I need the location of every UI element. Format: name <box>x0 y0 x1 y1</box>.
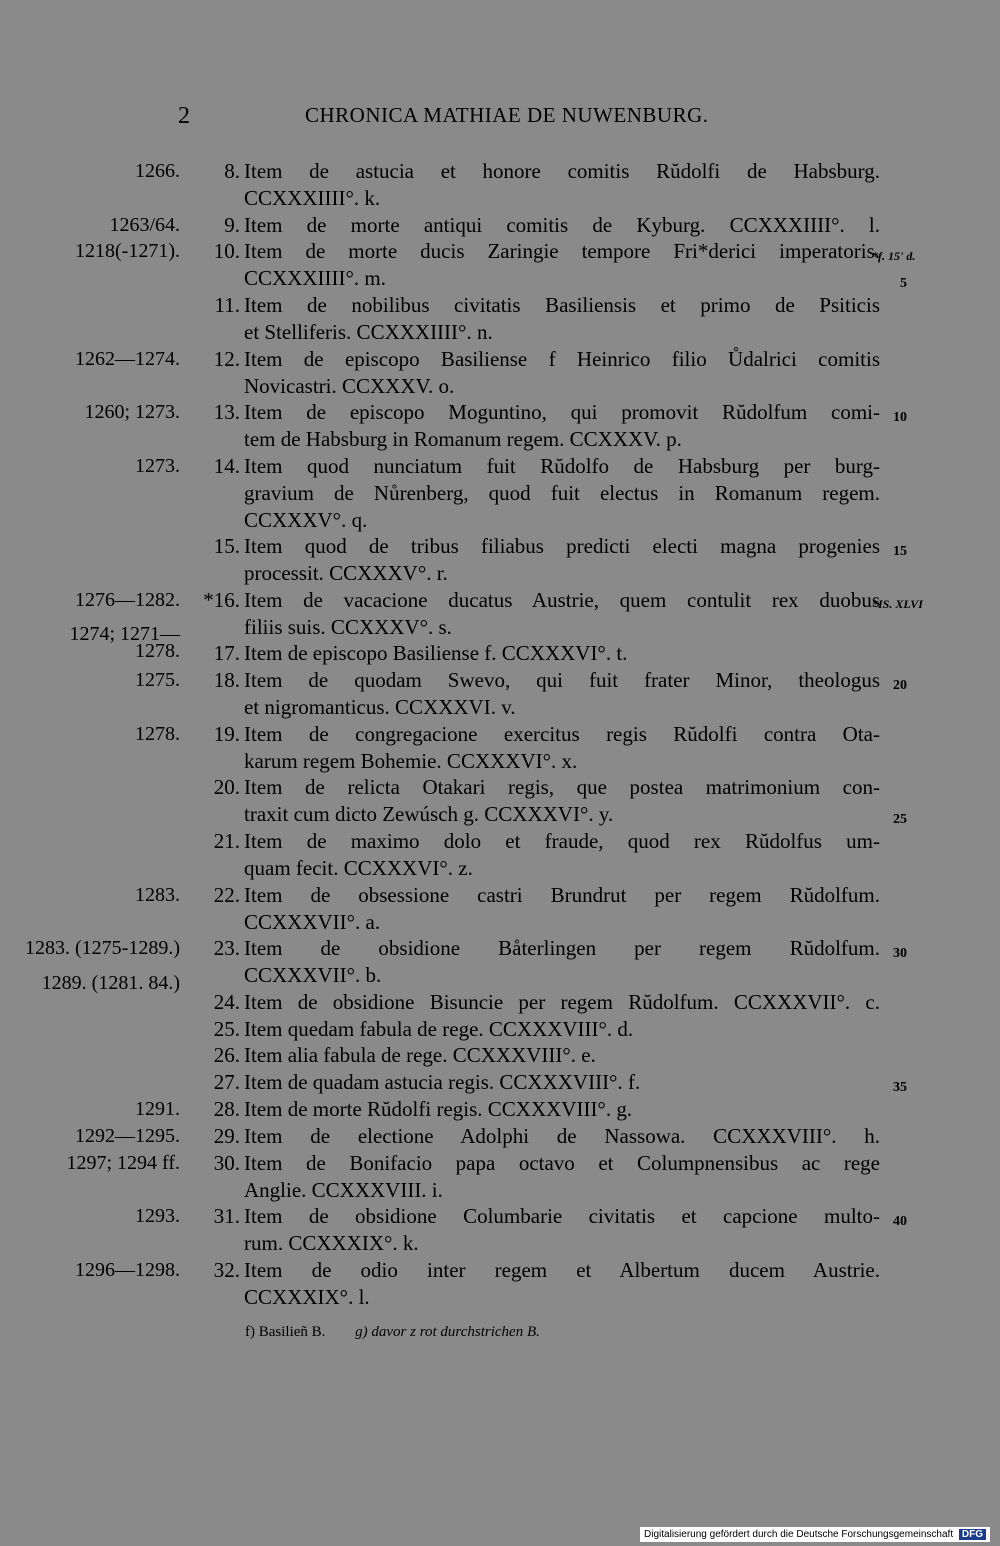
entry-line: Item de nobilibus civitatis Basiliensis et primo de Psiticis <box>244 293 880 317</box>
entry-line: Item de obsessione castri Brundrut per regem Rŭdolfum. <box>244 882 880 907</box>
entry-number: 15. <box>213 534 240 559</box>
entry-line: traxit cum dicto Zewúsch g. CCXXXVI°. y. <box>244 802 614 827</box>
entry-number: 27. <box>213 1070 240 1095</box>
entry-number: 14. <box>213 453 240 478</box>
entry-text <box>244 1203 880 1257</box>
entry-line: Item de episcopo Basiliense f Heinrico filio Ůdalrici comitis <box>244 346 880 371</box>
running-title: CHRONICA MATHIAE DE NUWENBURG. <box>305 103 709 127</box>
entry-line: Item de quadam astucia regis. CCXXXVIII°. f. <box>244 1070 641 1095</box>
entry-date: 1266. <box>135 160 180 182</box>
entry-number: 28. <box>213 1097 240 1121</box>
entry-number: 18. <box>213 668 240 693</box>
entry-number: 21. <box>213 829 240 853</box>
entry-date: 1263/64. <box>109 213 180 236</box>
entry-line: CCXXXIX°. l. <box>244 1284 370 1309</box>
entry-line: rum. CCXXXIX°. k. <box>244 1231 419 1256</box>
entry-line: CCXXXVII°. b. <box>244 963 382 988</box>
entry-line: Item de vacacione ducatus Austrie, quem contulit rex duobus <box>244 587 880 612</box>
entry-date: 1291. <box>135 1098 180 1120</box>
margin-note: *IS. XLVI <box>872 597 923 611</box>
entry-line: filiis suis. CCXXXV°. s. <box>244 614 452 639</box>
entry-line: et nigromanticus. CCXXXVI. v. <box>244 695 516 720</box>
entry-line: quam fecit. CCXXXVI°. z. <box>244 856 473 880</box>
entry-text <box>244 1016 880 1043</box>
entry-line: Item de astucia et honore comitis Rŭdolfi de Habsburg. <box>244 159 880 183</box>
entry-text <box>244 640 880 667</box>
entry-text <box>244 828 880 882</box>
dfg-logo-icon: DFG <box>959 1529 986 1540</box>
entry-date: 1293. <box>135 1205 180 1228</box>
entry-date: 1283. (1275-1289.) <box>25 937 180 960</box>
entry-line: Item de obsidione Bisuncie per regem Rŭdolfum. CCXXXVII°. c. <box>244 989 880 1014</box>
entry-line: Item de episcopo Moguntino, qui promovit Rŭdolfum comi- <box>244 400 880 425</box>
entry-text <box>244 292 880 346</box>
entry-line: gravium de Nůrenberg, quod fuit electus in Romanum regem. <box>244 480 880 505</box>
entry-line: processit. CCXXXV°. r. <box>244 561 448 586</box>
entry-number: *16. <box>203 587 240 612</box>
line-number: 5 <box>900 276 907 291</box>
entry-line: Item de odio inter regem et Albertum ducem Austrie. <box>244 1257 880 1282</box>
entry-number: 13. <box>213 400 240 425</box>
entry-number: 26. <box>213 1043 240 1068</box>
entry-line: karum regem Bohemie. CCXXXVI°. x. <box>244 748 578 773</box>
entry-line: CCXXXIIII°. k. <box>244 186 381 210</box>
entry-line: Novicastri. CCXXXV. o. <box>244 373 455 398</box>
entry-date: 1292—1295. <box>75 1124 180 1147</box>
entry-text <box>244 346 880 400</box>
entry-line: Item de Bonifacio papa octavo et Columpnensibus ac rege <box>244 1150 880 1175</box>
entry-line: Item de episcopo Basiliense f. CCXXXVI°. t. <box>244 641 628 666</box>
entry-line: Item alia fabula de rege. CCXXXVIII°. e. <box>244 1043 596 1068</box>
entry-text <box>244 989 880 1016</box>
entry-line: Item de relicta Otakari regis, que postea matrimonium con- <box>244 775 880 800</box>
entry-text <box>244 453 880 534</box>
entry-date: 1283. <box>135 883 180 906</box>
entry-date: 1289. (1281. 84.) <box>41 971 180 994</box>
footnotes <box>245 1324 566 1341</box>
entry-line: Item de morte antiqui comitis de Kyburg. CCXXXIIII°. l. <box>244 212 880 237</box>
entry-number: 29. <box>213 1123 240 1148</box>
entry-line: Item de obsidione Båterlingen per regem Rŭdolfum. <box>244 936 880 961</box>
entry-date: 1296—1298. <box>75 1258 180 1281</box>
footnote: f) Basilieñ B. <box>245 1324 326 1340</box>
entry-text <box>244 721 880 775</box>
entry-line: CCXXXV°. q. <box>244 507 368 532</box>
entry-line: Item de obsidione Columbarie civitatis et capcione multo- <box>244 1204 880 1229</box>
entry-number: 10. <box>213 239 240 264</box>
entry-text <box>244 1042 880 1069</box>
entry-line: Item quedam fabula de rege. CCXXXVIII°. d. <box>244 1016 634 1041</box>
entry-number: 8. <box>224 159 240 183</box>
entry-line: Item de electione Adolphi de Nassowa. CCXXXVIII°. h. <box>244 1123 880 1148</box>
line-number: 15 <box>893 544 907 559</box>
entry-text <box>244 399 880 453</box>
entry-text <box>244 212 880 239</box>
entry-text <box>244 1257 880 1311</box>
entry-number: 11. <box>214 293 240 317</box>
entry-line: Item quod de tribus filiabus predicti electi magna progenies <box>244 534 880 559</box>
footnote: g) davor z rot durchstrichen B. <box>355 1324 540 1340</box>
entry-number: 31. <box>213 1204 240 1229</box>
entry-line: tem de Habsburg in Romanum regem. CCXXXV. p. <box>244 427 682 452</box>
entry-text <box>244 1123 880 1150</box>
line-number: 30 <box>893 946 907 961</box>
entry-date: 1260; 1273. <box>84 401 180 424</box>
entry-date: 1278. <box>135 722 180 745</box>
entry-text <box>244 935 880 989</box>
line-number: 20 <box>893 678 907 693</box>
margin-note: *f. 15' d. <box>872 249 916 263</box>
entry-number: 30. <box>213 1150 240 1175</box>
page-number: 2 <box>178 103 190 129</box>
entry-number: 23. <box>213 936 240 961</box>
line-number: 25 <box>893 812 907 827</box>
entry-number: 20. <box>213 775 240 800</box>
entry-date: 1297; 1294 ff. <box>66 1151 180 1174</box>
entry-date: 1273. <box>135 454 180 477</box>
entry-text <box>244 1096 880 1123</box>
entry-line: Item de morte Rŭdolfi regis. CCXXXVIII°. g. <box>244 1097 633 1121</box>
entry-number: 25. <box>213 1016 240 1041</box>
entry-text <box>244 882 880 936</box>
entry-line: et Stelliferis. CCXXXIIII°. n. <box>244 320 493 344</box>
entry-text <box>244 533 880 587</box>
line-number: 10 <box>893 410 907 425</box>
entry-text <box>244 774 880 828</box>
entry-text <box>244 1150 880 1204</box>
entry-number: 22. <box>213 882 240 907</box>
line-number: 35 <box>893 1080 907 1095</box>
entry-line: Item de maximo dolo et fraude, quod rex Rŭdolfus um- <box>244 829 880 853</box>
entry-text <box>244 667 880 721</box>
entry-date: 1262—1274. <box>75 347 180 370</box>
entry-number: 9. <box>224 212 240 237</box>
entry-line: CCXXXIIII°. m. <box>244 266 386 291</box>
entry-number: 17. <box>213 641 240 666</box>
entry-line: Item de quodam Swevo, qui fuit frater Minor, theologus <box>244 668 880 693</box>
entry-line: Item de congregacione exercitus regis Rŭdolfi contra Ota- <box>244 721 880 746</box>
entry-text <box>244 587 880 641</box>
line-number: 40 <box>893 1214 907 1229</box>
entry-number: 12. <box>213 346 240 371</box>
credit-text: Digitalisierung gefördert durch die Deutsche Forschungsgemeinschaft <box>644 1529 954 1540</box>
dfg-credit <box>640 1527 990 1542</box>
entry-line: Item quod nunciatum fuit Rŭdolfo de Habsburg per burg- <box>244 453 880 478</box>
entry-date: 1276—1282. <box>75 588 180 611</box>
entry-text <box>244 158 880 212</box>
entry-number: 24. <box>213 989 240 1014</box>
entry-line: Item de morte ducis Zaringie tempore Fri*derici imperatoris. <box>244 239 880 264</box>
entry-date: 1274; 1271—1278. <box>69 623 180 663</box>
entry-number: 19. <box>213 721 240 746</box>
entry-number: 32. <box>213 1257 240 1282</box>
entry-line: CCXXXVII°. a. <box>244 909 381 934</box>
entry-date: 1275. <box>135 669 180 692</box>
entry-date: 1218(-1271). <box>75 240 180 263</box>
entry-text <box>244 1069 880 1096</box>
entry-line: Anglie. CCXXXVIII. i. <box>244 1177 443 1202</box>
entry-text <box>244 238 880 292</box>
